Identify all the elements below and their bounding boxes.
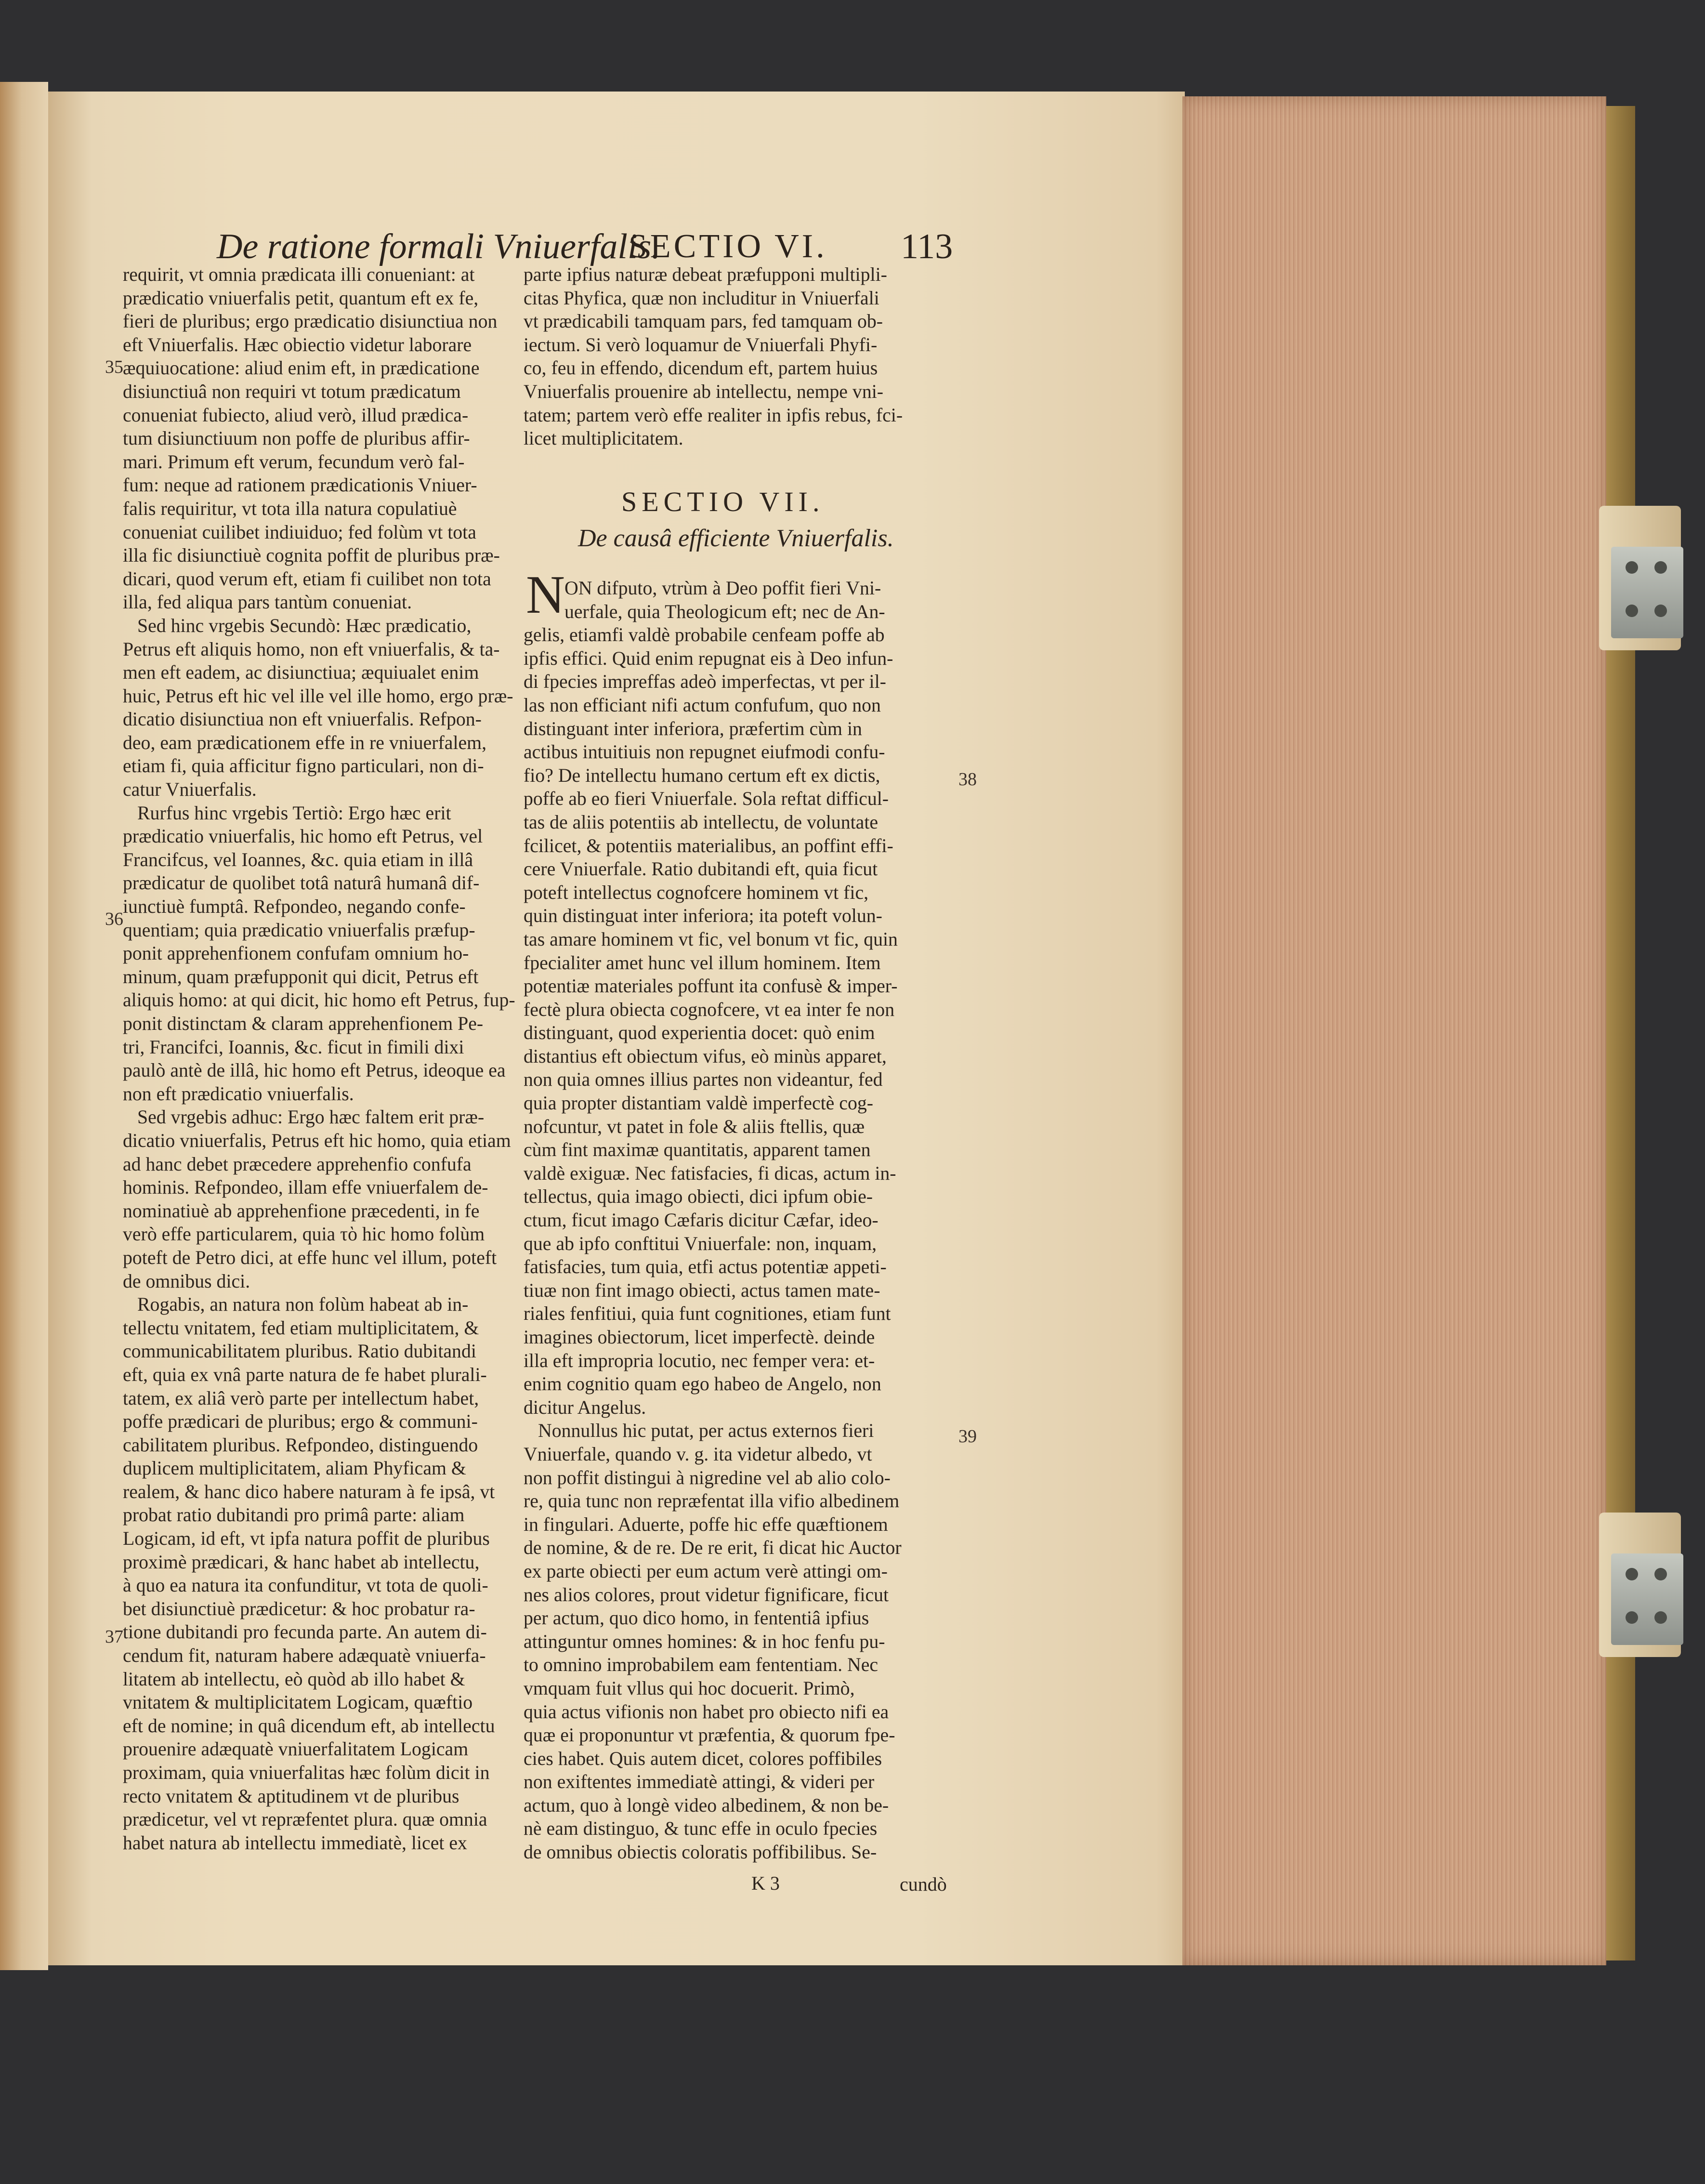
text-line: quia propter distantiam valdè imperfectè cog-	[524, 1092, 874, 1114]
text-line: ponit apprehenfionem confufam omnium ho-	[123, 943, 469, 964]
text-line: aliquis homo: at qui dicit, hic homo eft Petrus, fup-	[123, 989, 515, 1011]
text-line: cere Vniuerfale. Ratio dubitandi eft, quia ficut	[524, 858, 878, 880]
previous-page-edge	[0, 82, 48, 1970]
right-column-body	[524, 577, 947, 1864]
text-line: fieri de pluribus; ergo prædicatio disiunctiua non	[123, 311, 498, 332]
text-line: tas de aliis potentiis ab intellectu, de voluntate	[524, 811, 879, 833]
margin-number-39: 39	[958, 1426, 977, 1447]
text-line: Vniuerfalis prouenire ab intellectu, nempe vni-	[524, 381, 884, 402]
text-line: probat ratio dubitandi pro primâ parte: aliam	[123, 1504, 465, 1526]
text-line: litatem ab intellectu, eò quòd ab illo habet &	[123, 1668, 465, 1690]
signature-mark: K 3	[751, 1872, 780, 1894]
text-line: poffe ab eo fieri Vniuerfale. Sola reftat difficul-	[524, 788, 889, 810]
text-line: cabilitatem pluribus. Refpondeo, distinguendo	[123, 1434, 478, 1456]
text-line: fatisfacies, tum quia, etfi actus potentiæ appeti-	[524, 1256, 887, 1278]
text-line: que ab ipfo conftitui Vniuerfale: non, inquam,	[524, 1233, 877, 1254]
text-line: fio? De intellectu humano certum eft ex dictis,	[524, 764, 880, 786]
running-title: De ratione formali Vniuerfalis.	[217, 227, 660, 266]
text-line: vmquam fuit vllus qui hoc docuerit. Primò,	[524, 1677, 855, 1699]
text-line: gelis, etiamfi valdè probabile cenfeam poffe ab	[524, 624, 885, 646]
text-line: ad hanc debet præcedere apprehenfio confufa	[123, 1153, 472, 1175]
upper-clasp-icon	[1611, 547, 1683, 638]
text-line: men eft eadem, ac disiunctiua; æquiualet enim	[123, 662, 479, 684]
text-line: quia actus vifionis non habet pro obiecto nifi ea	[524, 1701, 889, 1723]
text-line: mari. Primum eft verum, fecundum verò fal-	[123, 451, 465, 473]
text-line: potentiæ materiales poffunt ita confusè & imper-	[524, 975, 898, 997]
text-line: cùm fint maximæ quantitatis, apparent tamen	[524, 1139, 871, 1161]
text-line: ex parte obiecti per eum actum verè attingi om-	[524, 1560, 888, 1582]
text-line: di fpecies impreffas adeò imperfectas, vt per il-	[524, 671, 886, 693]
text-line: catur Vniuerfalis.	[123, 779, 257, 801]
text-line: cies habet. Quis autem dicet, colores poffibiles	[524, 1748, 882, 1769]
text-line: prædicatio vniuerfalis, hic homo eft Petrus, vel	[123, 826, 483, 847]
text-line: eft Vniuerfalis. Hæc obiectio videtur laborare	[123, 334, 472, 355]
text-line: in fingulari. Aduerte, poffe hic effe quæftionem	[524, 1513, 888, 1535]
text-line: illa, fed aliqua pars tantùm conueniat.	[123, 592, 412, 613]
text-line: distinguant inter inferiora, præfertim cùm in	[524, 718, 862, 739]
text-line: dicitur Angelus.	[524, 1396, 646, 1418]
text-line: distinguant, quod experientia docet: quò enim	[524, 1022, 875, 1044]
section-vii-title: SECTIO VII.	[621, 486, 825, 517]
catchword: cundò	[900, 1873, 947, 1895]
text-line: ponit distinctam & claram apprehenfionem Pe-	[123, 1013, 484, 1034]
text-block-fore-edge	[1182, 96, 1606, 1965]
right-column-top	[524, 263, 947, 450]
text-line: habet natura ab intellectu immediatè, licet ex	[123, 1832, 467, 1854]
text-line: Vniuerfale, quando v. g. ita videtur albedo, vt	[524, 1443, 872, 1465]
text-line: citas Phyfica, quæ non includitur in Vniuerfali	[524, 287, 879, 309]
text-line: nofcuntur, vt patet in fole & aliis ftellis, quæ	[524, 1116, 865, 1137]
text-line: non poffit distingui à nigredine vel ab alio colo-	[524, 1467, 891, 1488]
text-line: eft de nomine; in quâ dicendum eft, ab intellectu	[123, 1715, 495, 1737]
text-line: tri, Francifci, Ioannis, &c. ficut in fimili dixi	[123, 1036, 464, 1058]
text-line: de omnibus dici.	[123, 1270, 250, 1292]
text-line: co, feu in effendo, dicendum eft, partem huius	[524, 357, 878, 379]
text-line: duplicem multiplicitatem, aliam Phyficam &	[123, 1458, 466, 1479]
text-line: Rurfus hinc vrgebis Tertiò: Ergo hæc erit	[137, 802, 451, 824]
text-line: Francifcus, vel Ioannes, &c. quia etiam in illâ	[123, 849, 473, 870]
text-line: communicabilitatem pluribus. Ratio dubitandi	[123, 1341, 476, 1362]
text-line: conueniat cuilibet indiuiduo; fed folùm vt tota	[123, 521, 476, 543]
text-line: poteft intellectus cognofcere hominem vt fic,	[524, 881, 869, 903]
text-line: parte ipfius naturæ debeat præfupponi multipli-	[524, 264, 887, 285]
section-heading: SECTIO VI.	[629, 228, 827, 265]
text-line: de nomine, & de re. De re erit, fi dicat hic Auctor	[524, 1537, 902, 1559]
text-line: fectè plura obiecta cognofcere, vt ea inter fe non	[524, 999, 895, 1020]
text-line: à quo ea natura ita confunditur, vt tota de quoli-	[123, 1575, 488, 1596]
text-line: enim cognitio quam ego habeo de Angelo, non	[524, 1373, 881, 1395]
text-line: distantius eft obiectum vifus, eò minùs apparet,	[524, 1045, 887, 1067]
text-line: prædicetur, vel vt repræfentet plura. quæ omnia	[123, 1809, 487, 1830]
text-line: hominis. Refpondeo, illam effe vniuerfalem de-	[123, 1177, 488, 1198]
text-line: actum, quo à longè video albedinem, & non be-	[524, 1794, 889, 1816]
text-line: cendum fit, naturam habere adæquatè vniuerfa-	[123, 1645, 486, 1667]
text-line: huic, Petrus eft hic vel ille vel ille homo, ergo præ-	[123, 685, 513, 707]
text-line: poteft de Petro dici, at effe hunc vel illum, poteft	[123, 1247, 497, 1268]
text-line: minum, quam præfupponit qui dicit, Petrus eft	[123, 966, 479, 987]
text-line: dicatio disiunctiua non eft vniuerfalis. Refpon-	[123, 709, 482, 730]
text-line: actibus intuitiuis non repugnet eiufmodi confu-	[524, 741, 885, 763]
text-line: verò effe particularem, quia τὸ hic homo folùm	[123, 1224, 485, 1245]
text-line: dicatio vniuerfalis, Petrus eft hic homo, quia etiam	[123, 1130, 511, 1151]
text-line: tatem, ex aliâ verò parte per intellectum habet,	[123, 1387, 479, 1409]
text-line: las non efficiant nifi actum confufum, quo non	[524, 694, 881, 716]
text-line: poffe prædicari de pluribus; ergo & communi-	[123, 1411, 478, 1433]
text-line: nominatiuè ab apprehenfione præcedenti, in fe	[123, 1200, 480, 1222]
text-line: nè eam distinguo, & tunc effe in oculo fpecies	[524, 1818, 878, 1840]
text-line: vnitatem & multiplicitatem Logicam, quæftio	[123, 1692, 473, 1713]
text-line: tas amare hominem vt fic, vel bonum vt fic, quin	[524, 928, 898, 950]
drop-cap: N	[526, 565, 565, 625]
text-line: tellectu vnitatem, fed etiam multiplicitatem, &	[123, 1317, 479, 1339]
left-column	[123, 263, 518, 1855]
text-line: Nonnullus hic putat, per actus externos fieri	[538, 1420, 874, 1442]
text-line: riales fenfitiui, quia funt cognitiones, etiam funt	[524, 1303, 891, 1325]
text-line: tum disiunctiuum non poffe de pluribus affir-	[123, 428, 470, 449]
text-line: prædicatur de quolibet totâ naturâ humanâ dif-	[123, 872, 480, 894]
text-line: re, quia tunc non repræfentat illa vifio albedinem	[524, 1490, 900, 1512]
text-line: ipfis effici. Quid enim repugnat eis à Deo infun-	[524, 647, 893, 669]
text-line: quæ ei proponuntur vt præfentia, & quorum fpe-	[524, 1724, 895, 1746]
text-line: dicari, quod verum eft, etiam fi cuilibet non tota	[123, 568, 491, 590]
text-line: Logicam, id eft, vt ipfa natura poffit de pluribus	[123, 1528, 490, 1550]
text-line: uerfale, quia Theologicum eft; nec de An-	[564, 601, 885, 622]
text-line: iectum. Si verò loquamur de Vniuerfali Phyfi-	[524, 334, 878, 355]
text-line: falis requiritur, vt tota illa natura copulatiuè	[123, 498, 457, 519]
text-line: proximè prædicari, & hanc habet ab intellectu,	[123, 1551, 480, 1573]
text-line: de omnibus obiectis coloratis poffibilibus. Se-	[524, 1842, 877, 1863]
text-line: eft, quia ex vnâ parte natura de fe habet plurali-	[123, 1364, 487, 1385]
margin-number-36: 36	[105, 909, 123, 929]
binding-board	[1606, 106, 1635, 1960]
text-line: æquiuocatione: aliud enim eft, in prædicatione	[123, 357, 480, 379]
text-line: illa fic disiunctiuè cognita poffit de pluribus præ-	[123, 545, 500, 566]
text-line: disiunctiuâ non requiri vt totum prædicatum	[123, 381, 461, 402]
text-line: paulò antè de illâ, hic homo eft Petrus, ideoque ea	[123, 1060, 506, 1081]
text-line: fpecialiter amet hunc vel illum hominem. Item	[524, 952, 881, 974]
text-line: non quia omnes illius partes non videantur, fed	[524, 1069, 883, 1091]
text-line: imagines obiectorum, licet imperfectè. deinde	[524, 1327, 875, 1348]
text-line: Sed vrgebis adhuc: Ergo hæc faltem erit præ-	[137, 1106, 485, 1128]
text-line: quin distinguat inter inferiora; ita poteft volun-	[524, 905, 882, 927]
text-line: attinguntur omnes homines: & in hoc fenfu pu-	[524, 1631, 885, 1652]
text-line: valdè exiguæ. Nec fatisfacies, fi dicas, actum in-	[524, 1162, 896, 1184]
text-line: Sed hinc vrgebis Secundò: Hæc prædicatio,	[137, 615, 472, 636]
text-line: fum: neque ad rationem prædicationis Vniuer-	[123, 474, 477, 496]
margin-number-38: 38	[958, 769, 977, 789]
margin-number-35: 35	[105, 357, 123, 377]
text-line: fcilicet, & potentiis materialibus, an poffint effi-	[524, 835, 893, 856]
text-line: illa eft impropria locutio, nec femper vera: et-	[524, 1350, 875, 1371]
lower-clasp-icon	[1611, 1553, 1683, 1645]
text-line: tellectus, quia imago obiecti, dici ipfum obie-	[524, 1186, 873, 1208]
text-line: licet multiplicitatem.	[524, 428, 683, 449]
text-line: proximam, quia vniuerfalitas hæc folùm dicit in	[123, 1762, 490, 1783]
section-vii-subtitle: De causâ efficiente Vniuerfalis.	[578, 525, 894, 552]
text-line: non eft prædicatio vniuerfalis.	[123, 1083, 354, 1105]
margin-number-37: 37	[105, 1627, 123, 1647]
text-line: vt prædicabili tamquam pars, fed tamquam ob-	[524, 311, 883, 332]
text-line: deo, eam prædicationem effe in re vniuerfalem,	[123, 732, 487, 753]
text-line: prædicatio vniuerfalis petit, quantum eft ex fe,	[123, 287, 479, 309]
text-line: realem, & hanc dico habere naturam à fe ipsâ, vt	[123, 1481, 495, 1502]
text-line: tiuæ non fint imago obiecti, actus tamen mate-	[524, 1279, 880, 1301]
text-line: per actum, quo dico homo, in fententiâ ipfius	[524, 1607, 869, 1629]
text-line: Petrus eft aliquis homo, non eft vniuerfalis, & ta-	[123, 638, 500, 660]
text-line: ON difputo, vtrùm à Deo poffit fieri Vni-	[564, 578, 881, 599]
text-line: Rogabis, an natura non folùm habeat ab in-	[137, 1294, 469, 1316]
text-line: tatem; partem verò effe realiter in ipfis rebus, fci-	[524, 404, 903, 426]
text-line: bet disiunctiuè prædicetur: & hoc probatur ra-	[123, 1598, 475, 1619]
text-line: ctum, ficut imago Cæfaris dicitur Cæfar, ideo-	[524, 1210, 879, 1231]
text-line: etiam fi, quia afficitur figno particulari, non di-	[123, 755, 484, 777]
text-line: iunctiuè fumptâ. Refpondeo, negando confe-	[123, 896, 466, 918]
text-line: non exiftentes immediatè attingi, & videri per	[524, 1771, 875, 1793]
text-line: prouenire adæquatè vniuerfalitatem Logicam	[123, 1738, 469, 1760]
text-line: to omnino improbabilem eam fententiam. Nec	[524, 1654, 879, 1676]
text-line: quentiam; quia prædicatio vniuerfalis præfup-	[123, 919, 475, 941]
text-line: tione dubitandi pro fecunda parte. An autem di-	[123, 1621, 487, 1643]
text-line: nes alios colores, prout videtur fignificare, ficut	[524, 1584, 889, 1605]
text-line: conueniat fubiecto, aliud verò, illud prædica-	[123, 404, 469, 426]
text-line: requirit, vt omnia prædicata illi conueniant: at	[123, 264, 475, 285]
page-number: 113	[901, 227, 953, 266]
text-line: recto vnitatem & aptitudinem vt de pluribus	[123, 1785, 459, 1807]
